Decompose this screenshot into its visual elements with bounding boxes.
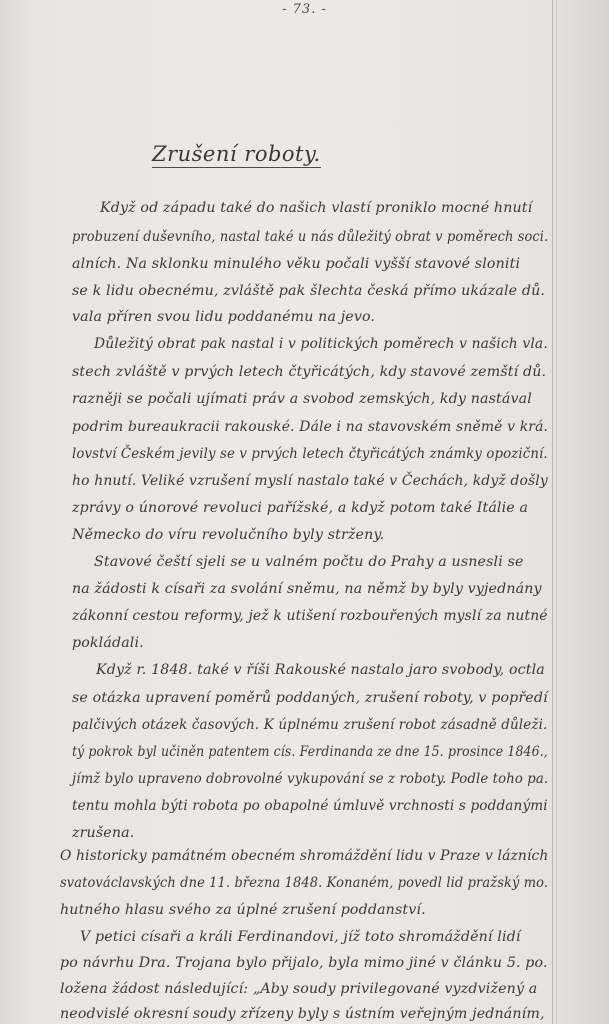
- text-line: lovství Českém jevily se v prvých letech čtyřicátých známky opoziční.: [72, 446, 548, 462]
- text-line: na žádosti k císaři za svolání sněmu, na němž by byly vyjednány: [72, 581, 542, 597]
- text-line: podrim bureaukracii rakouské. Dále i na stavovském sněmě v krá.: [72, 419, 549, 435]
- text-line: se otázka upravení poměrů poddaných, zrušení roboty, v popředí: [72, 690, 548, 706]
- text-line: razněji se počali ujímati práv a svobod zemských, kdy nastával: [72, 391, 532, 407]
- text-line: Když r. 1848. také v říši Rakouské nastalo jaro svobody, octla: [96, 662, 545, 678]
- text-line: zákonní cestou reformy, jež k utišení rozbouřených myslí za nutné: [72, 608, 548, 624]
- text-line: Důležitý obrat pak nastal i v politických poměrech v našich vla.: [94, 336, 548, 352]
- text-line: jímž bylo upraveno dobrovolné vykupování se z roboty. Podle toho pa.: [72, 771, 549, 787]
- text-line: zprávy o únorové revoluci pařížské, a když potom také Itálie a: [72, 500, 529, 516]
- margin-rule-secondary: [556, 0, 557, 1024]
- text-line: zrušena.: [72, 825, 135, 841]
- text-line: pokládali.: [72, 635, 144, 651]
- text-line: hutného hlasu svého za úplné zrušení poddanství.: [60, 902, 426, 918]
- text-line: stech zvláště v prvých letech čtyřicátých, kdy stavové zemští dů.: [72, 364, 547, 380]
- page-number: - 73. -: [282, 2, 327, 17]
- text-line: ho hnutí. Veliké vzrušení myslí nastalo také v Čechách, když došly: [72, 473, 548, 489]
- text-line: vala příren svou lidu poddanému na jevo.: [72, 309, 376, 325]
- margin-rule: [552, 0, 553, 1024]
- text-line: tý pokrok byl učiněn patentem cís. Ferdinanda ze dne 15. prosince 1846.,: [72, 744, 548, 760]
- page-title: Zrušení roboty.: [152, 142, 321, 166]
- text-line: svatováclavských dne 11. března 1848. Konaném, povedl lid pražský mo.: [60, 875, 549, 891]
- text-line: probuzení duševního, nastal také u nás důležitý obrat v poměrech soci.: [72, 229, 549, 245]
- text-line: tentu mohla býti robota po obapolné úmluvě vrchnosti s poddanými: [72, 798, 548, 814]
- text-line: alních. Na sklonku minulého věku počali vyšší stavové sloniti: [72, 256, 521, 272]
- text-line: Když od západu také do našich vlastí proniklo mocné hnutí: [100, 200, 533, 216]
- text-line: Stavové čeští sjeli se u valném počtu do Prahy a usnesli se: [94, 554, 524, 570]
- text-line: Německo do víru revolučního byly strženy.: [72, 527, 385, 543]
- text-line: neodvislé okresní soudy zřízeny byly s ústním veřejným jednáním,: [60, 1006, 545, 1022]
- text-line: se k lidu obecnému, zvláště pak šlechta česká přímo ukázale dů.: [72, 283, 546, 299]
- text-line: ložena žádost následující: „Aby soudy privilegované vyzdvižený a: [60, 981, 538, 997]
- text-line: V petici císaři a králi Ferdinandovi, jíž toto shromáždění lidí: [80, 929, 521, 945]
- text-line: O historicky památném obecném shromáždění lidu v Praze v lázních: [60, 848, 549, 864]
- text-line: palčivých otázek časových. K úplnému zrušení robot zásadně důleži.: [72, 717, 548, 733]
- text-line: po návrhu Dra. Trojana bylo přijalo, byla mimo jiné v článku 5. po.: [60, 955, 548, 971]
